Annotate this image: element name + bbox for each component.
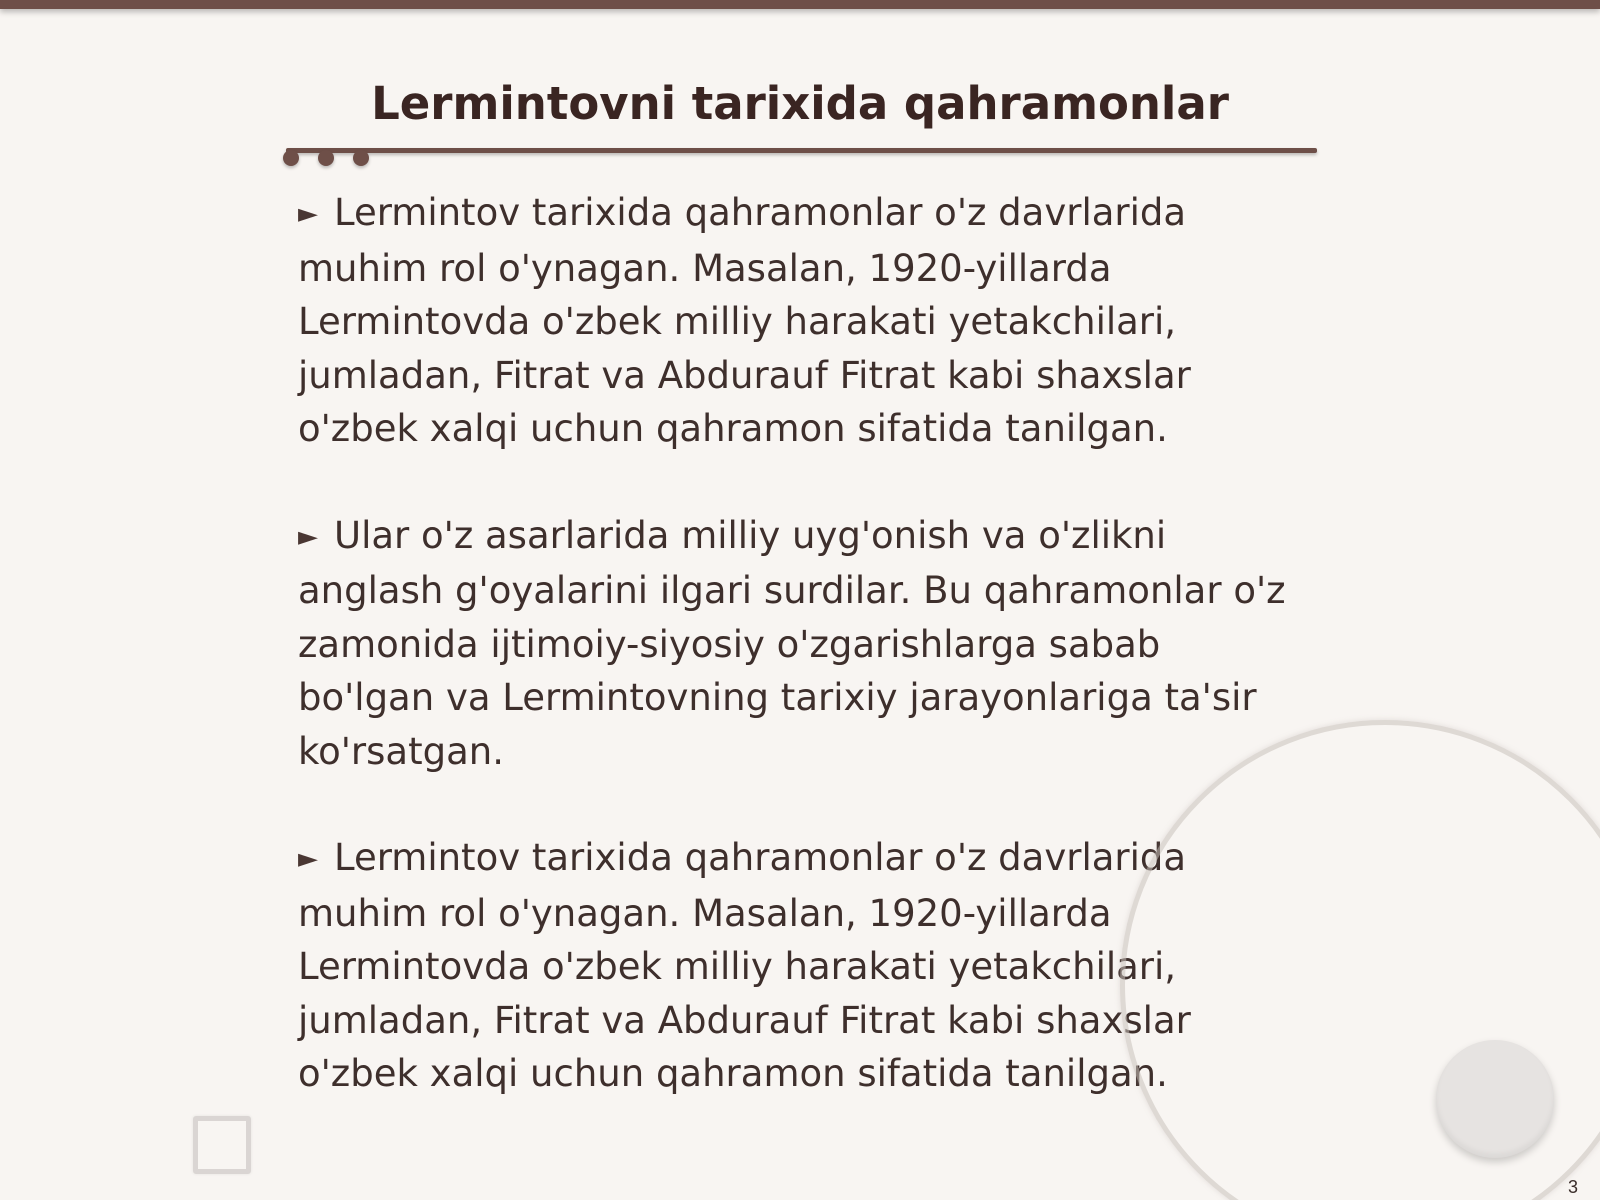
paragraph-text: Ular o'z asarlarida milliy uyg'onish va o'zlikni anglash g'oyalarini ilgari surdilar. Bu qahramonlar o'z zamonida ijtimoiy-siyosiy o'zgarishlarga sabab bo'lgan va Lermintovning tarixiy jarayonlariga ta'sir ko'rsatgan. (298, 513, 1286, 773)
paragraph-text: Lermintov tarixida qahramonlar o'z davrlarida muhim rol o'ynagan. Masalan, 1920-yillarda Lermintovda o'zbek milliy harakati yetakchilari, jumladan, Fitrat va Abdurauf Fitrat kabi shaxslar o'zbek xalqi uchun qahramon sifatida tanilgan. (298, 191, 1191, 450)
title-underline (286, 148, 1317, 153)
bullet-paragraph (298, 186, 1298, 456)
decorative-square (193, 1116, 251, 1174)
decorative-dot (353, 150, 369, 166)
decorative-circle (1436, 1040, 1554, 1158)
slide-title: Lermintovni tarixida qahramonlar (371, 77, 1229, 130)
triangle-right-icon: ► (298, 199, 318, 229)
triangle-right-icon: ► (298, 521, 318, 552)
decorative-dot (283, 150, 299, 166)
top-accent-bar (0, 0, 1600, 9)
paragraph-text: Lermintov tarixida qahramonlar o'z davrlarida muhim rol o'ynagan. Masalan, 1920-yillarda Lermintovda o'zbek milliy harakati yetakchilari, jumladan, Fitrat va Abdurauf Fitrat kabi shaxslar o'zbek xalqi uchun qahramon sifatida tanilgan. (298, 836, 1191, 1095)
decorative-dot (318, 150, 334, 166)
bullet-paragraph (298, 509, 1298, 779)
triangle-right-icon: ► (298, 844, 318, 874)
slide-body (298, 186, 1298, 1154)
page-number: 3 (1567, 1177, 1578, 1197)
bullet-paragraph (298, 831, 1298, 1101)
